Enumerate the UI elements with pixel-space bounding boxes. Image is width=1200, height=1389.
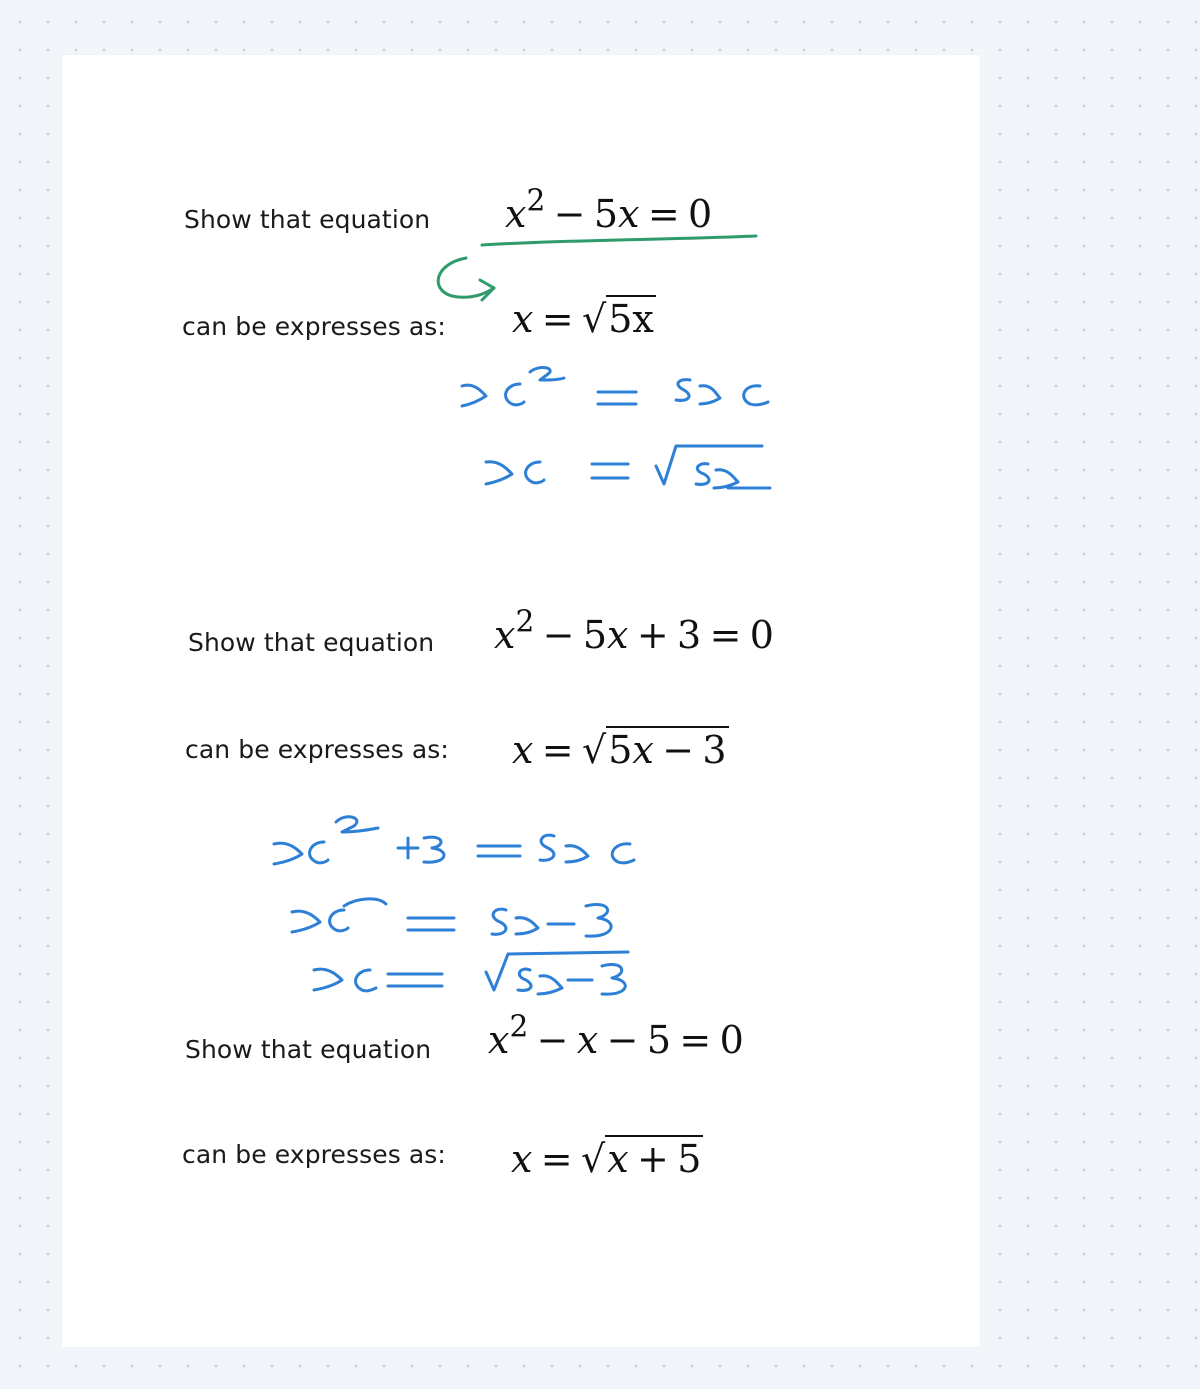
problem-1-result: x = √5x	[512, 297, 654, 341]
problem-2-equation: $x^2 - 5x + 3 = 0$	[494, 603, 774, 657]
sqrt-icon: √	[582, 728, 607, 772]
problem-3-expressed-label: can be expresses as:	[182, 1140, 446, 1169]
problem-3-equation: $x^2 - x - 5 = 0$	[488, 1008, 744, 1062]
problem-2-expressed-label: can be expresses as:	[185, 735, 449, 764]
problem-3-result: x = √x + 5	[511, 1137, 702, 1181]
problem-1-equation: $x^2 - 5x = 0$	[505, 182, 713, 236]
sqrt-icon: √	[581, 1137, 606, 1181]
problem-2-prompt: Show that equation	[188, 628, 435, 657]
problem-3-prompt: Show that equation	[185, 1035, 432, 1064]
sqrt-icon: √	[582, 297, 607, 341]
problem-2-result: x = √5x − 3	[512, 728, 727, 772]
problem-1-expressed-label: can be expresses as:	[182, 312, 446, 341]
problem-1-prompt: Show that equation	[184, 205, 431, 234]
